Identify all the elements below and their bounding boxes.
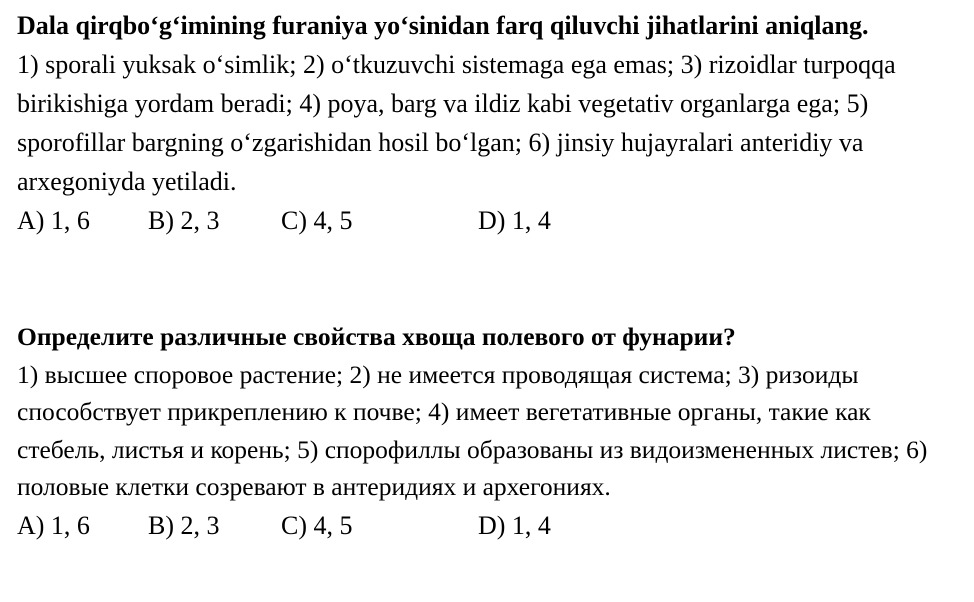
answer-option-c: C) 4, 5 [281,206,353,235]
question-title: Dala qirqbo‘g‘imining furaniya yo‘sinidan farq qiluvchi jihatlarini aniqlang. [17,11,869,40]
answer-option-a: A) 1, 6 [17,206,90,235]
answer-option-b: B) 2, 3 [148,510,220,540]
answer-options [17,201,962,240]
question-ru [17,318,962,545]
question-body: 1) sporali yuksak o‘simlik; 2) o‘tkuzuvchi sistemaga ega emas; 3) rizoidlar turpoqqa birikishiga yordam beradi; 4) poya, barg va ildiz kabi vegetativ organlarga ega; 5) sporofillar bargning o‘zgarishidan hosil bo‘lgan; 6) jinsiy hujayralari anteridiy va arxegoniyda yetiladi. [17,50,896,196]
answer-option-d: D) 1, 4 [478,510,551,540]
answer-option-b: B) 2, 3 [148,206,220,235]
answer-option-d: D) 1, 4 [478,206,551,235]
answer-option-a: A) 1, 6 [17,510,90,540]
question-body: 1) высшее споровое растение; 2) не имеется проводящая система; 3) ризоиды способствует прикреплению к почве; 4) имеет вегетативные органы, такие как стебель, листья и корень; 5) спорофиллы образованы из видоизмененных листев; 6) половые клетки созревают в антеридиях и архегониях. [17,359,928,501]
answer-option-c: C) 4, 5 [281,510,353,540]
answer-options [17,506,962,545]
question-title: Определите различные свойства хвоща полевого от фунарии? [17,322,736,351]
question-uz [17,6,962,240]
